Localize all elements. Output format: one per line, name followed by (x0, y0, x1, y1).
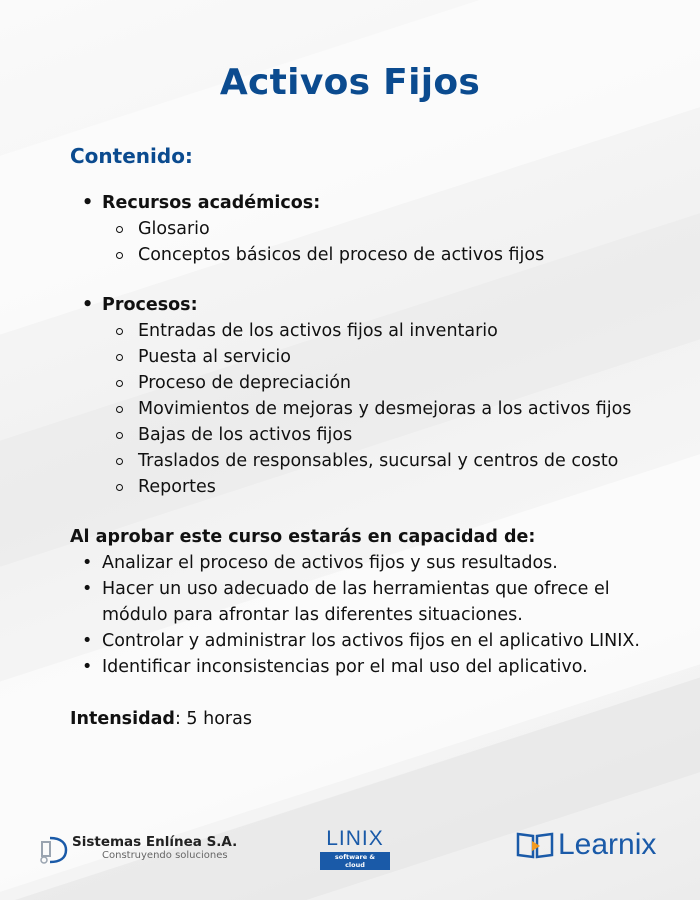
intensity-label: Intensidad (70, 709, 175, 729)
list-item: Glosario (70, 216, 670, 242)
capacity-title: Al aprobar este curso estarás en capacidad de: (70, 527, 536, 547)
list-item: Bajas de los activos fijos (70, 422, 670, 448)
sistemas-enlinea-mark-icon (36, 830, 70, 866)
book-icon (516, 830, 554, 860)
linix-tagline: software & cloud (320, 852, 390, 870)
section-title: Contenido: (70, 144, 193, 168)
list-item: Reportes (70, 474, 670, 500)
list-item: • Controlar y administrar los activos fijos en el aplicativo LINIX. (70, 628, 670, 654)
capacity-list (70, 550, 670, 680)
content (70, 190, 670, 732)
sub-list (70, 216, 670, 268)
sistemas-enlinea-logo (36, 830, 237, 866)
list-item: • Identificar inconsistencias por el mal uso del aplicativo. (70, 654, 670, 680)
learnix-logo (516, 830, 656, 860)
list-item: Traslados de responsables, sucursal y centros de costo (70, 448, 670, 474)
intensity-value: : 5 horas (174, 709, 252, 729)
company-slogan: Construyendo soluciones (102, 849, 228, 861)
linix-wordmark: LINIX (326, 827, 384, 850)
list-item: Proceso de depreciación (70, 370, 670, 396)
list-item: Movimientos de mejoras y desmejoras a los activos fijos (70, 396, 670, 422)
list-item: Entradas de los activos fijos al inventario (70, 318, 670, 344)
learnix-wordmark: Learnix (558, 828, 657, 861)
group-recursos (70, 190, 670, 268)
group-heading: • Recursos académicos: (70, 190, 670, 216)
list-item: Puesta al servicio (70, 344, 670, 370)
list-item: • Hacer un uso adecuado de las herramientas que ofrece el módulo para afrontar las diferentes situaciones. (70, 576, 670, 628)
company-name: Sistemas Enlínea S.A. (72, 833, 238, 850)
footer (0, 820, 700, 880)
group-heading: • Procesos: (70, 292, 670, 318)
intensity (70, 706, 670, 732)
page-title: Activos Fijos (219, 62, 481, 103)
sub-list (70, 318, 670, 500)
group-procesos (70, 292, 670, 500)
linix-logo (320, 828, 390, 871)
list-item: • Analizar el proceso de activos fijos y sus resultados. (70, 550, 670, 576)
list-item: Conceptos básicos del proceso de activos fijos (70, 242, 670, 268)
